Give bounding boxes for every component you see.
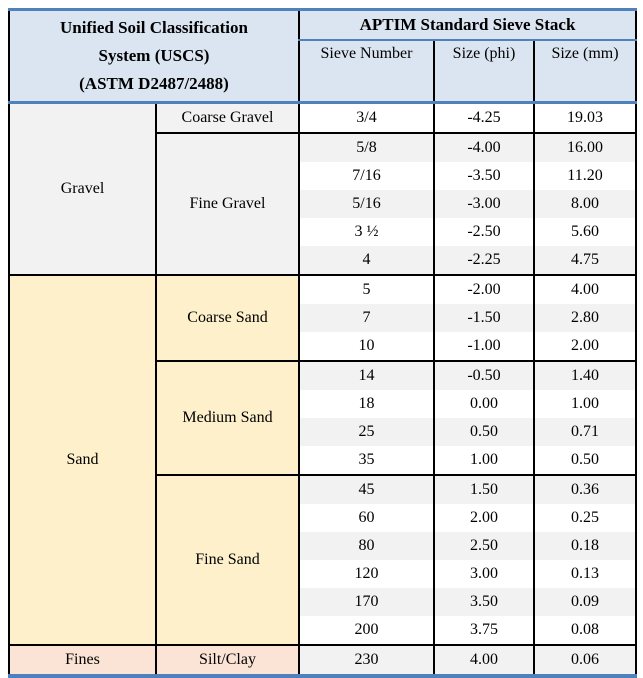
- sieve-number-cell: 170: [299, 588, 434, 616]
- size-mm-cell: 4.00: [534, 275, 636, 304]
- size-phi-cell: -2.25: [434, 246, 534, 275]
- subgroup-cell-coarse-gravel: Coarse Gravel: [156, 103, 299, 134]
- size-phi-cell: 3.00: [434, 560, 534, 588]
- sieve-number-cell: 230: [299, 645, 434, 676]
- sieve-number-cell: 7: [299, 304, 434, 332]
- size-mm-cell: 0.25: [534, 504, 636, 532]
- table-row: [9, 645, 636, 676]
- size-phi-cell: -0.50: [434, 361, 534, 390]
- size-mm-cell: 8.00: [534, 190, 636, 218]
- size-phi-cell: -4.25: [434, 103, 534, 134]
- size-mm-cell: 5.60: [534, 218, 636, 246]
- size-mm-cell: 0.06: [534, 645, 636, 676]
- sieve-number-cell: 7/16: [299, 162, 434, 190]
- sieve-number-cell: 10: [299, 332, 434, 361]
- size-phi-cell: 0.50: [434, 418, 534, 446]
- group-cell-gravel: Gravel: [9, 103, 156, 276]
- sieve-number-cell: 5/16: [299, 190, 434, 218]
- size-mm-cell: 2.80: [534, 304, 636, 332]
- subgroup-cell-fine-gravel: Fine Gravel: [156, 133, 299, 275]
- size-mm-cell: 2.00: [534, 332, 636, 361]
- aptim-header-cell: APTIM Standard Sieve Stack: [299, 10, 636, 41]
- sieve-number-cell: 25: [299, 418, 434, 446]
- size-phi-cell: -1.50: [434, 304, 534, 332]
- size-phi-cell: 0.00: [434, 390, 534, 418]
- sieve-number-cell: 18: [299, 390, 434, 418]
- size-phi-cell: 3.75: [434, 616, 534, 645]
- sieve-number-cell: 35: [299, 446, 434, 475]
- size-mm-cell: 4.75: [534, 246, 636, 275]
- size-phi-cell: 1.50: [434, 475, 534, 504]
- sieve-number-cell: 3/4: [299, 103, 434, 134]
- sieve-size-table: [8, 8, 637, 678]
- subgroup-cell-silt-clay: Silt/Clay: [156, 645, 299, 676]
- table-row: [9, 275, 636, 304]
- sieve-number-cell: 60: [299, 504, 434, 532]
- group-cell-fines: Fines: [9, 645, 156, 676]
- uscs-title-line1: Unified Soil Classification: [60, 18, 248, 37]
- sieve-number-cell: 5/8: [299, 133, 434, 162]
- size-phi-cell: 2.50: [434, 532, 534, 560]
- size-mm-cell: 0.36: [534, 475, 636, 504]
- size-mm-cell: 0.09: [534, 588, 636, 616]
- size-phi-cell: 1.00: [434, 446, 534, 475]
- column-header-size-mm: Size (mm): [534, 40, 636, 103]
- size-phi-cell: 2.00: [434, 504, 534, 532]
- sieve-number-cell: 80: [299, 532, 434, 560]
- sieve-number-cell: 45: [299, 475, 434, 504]
- sieve-number-cell: 5: [299, 275, 434, 304]
- size-phi-cell: -4.00: [434, 133, 534, 162]
- sieve-number-cell: 3 ½: [299, 218, 434, 246]
- subgroup-cell-fine-sand: Fine Sand: [156, 475, 299, 645]
- sieve-number-cell: 120: [299, 560, 434, 588]
- sieve-number-cell: 4: [299, 246, 434, 275]
- header-row-titles: [9, 10, 636, 41]
- size-phi-cell: -3.00: [434, 190, 534, 218]
- size-mm-cell: 0.50: [534, 446, 636, 475]
- size-mm-cell: 19.03: [534, 103, 636, 134]
- uscs-header-cell: [9, 10, 299, 103]
- column-header-sieve-number: Sieve Number: [299, 40, 434, 103]
- size-phi-cell: -2.50: [434, 218, 534, 246]
- size-mm-cell: 1.00: [534, 390, 636, 418]
- size-mm-cell: 0.18: [534, 532, 636, 560]
- uscs-title-line2: System (USCS): [98, 46, 210, 65]
- column-header-size-phi: Size (phi): [434, 40, 534, 103]
- subgroup-cell-medium-sand: Medium Sand: [156, 361, 299, 475]
- size-phi-cell: 3.50: [434, 588, 534, 616]
- size-phi-cell: 4.00: [434, 645, 534, 676]
- sieve-number-cell: 200: [299, 616, 434, 645]
- size-mm-cell: 0.08: [534, 616, 636, 645]
- size-mm-cell: 16.00: [534, 133, 636, 162]
- size-mm-cell: 1.40: [534, 361, 636, 390]
- uscs-title-line3: (ASTM D2487/2488): [79, 74, 229, 93]
- sieve-number-cell: 14: [299, 361, 434, 390]
- size-phi-cell: -2.00: [434, 275, 534, 304]
- subgroup-cell-coarse-sand: Coarse Sand: [156, 275, 299, 361]
- size-mm-cell: 11.20: [534, 162, 636, 190]
- size-mm-cell: 0.71: [534, 418, 636, 446]
- size-phi-cell: -3.50: [434, 162, 534, 190]
- table-row: [9, 103, 636, 134]
- group-cell-sand: Sand: [9, 275, 156, 645]
- size-mm-cell: 0.13: [534, 560, 636, 588]
- size-phi-cell: -1.00: [434, 332, 534, 361]
